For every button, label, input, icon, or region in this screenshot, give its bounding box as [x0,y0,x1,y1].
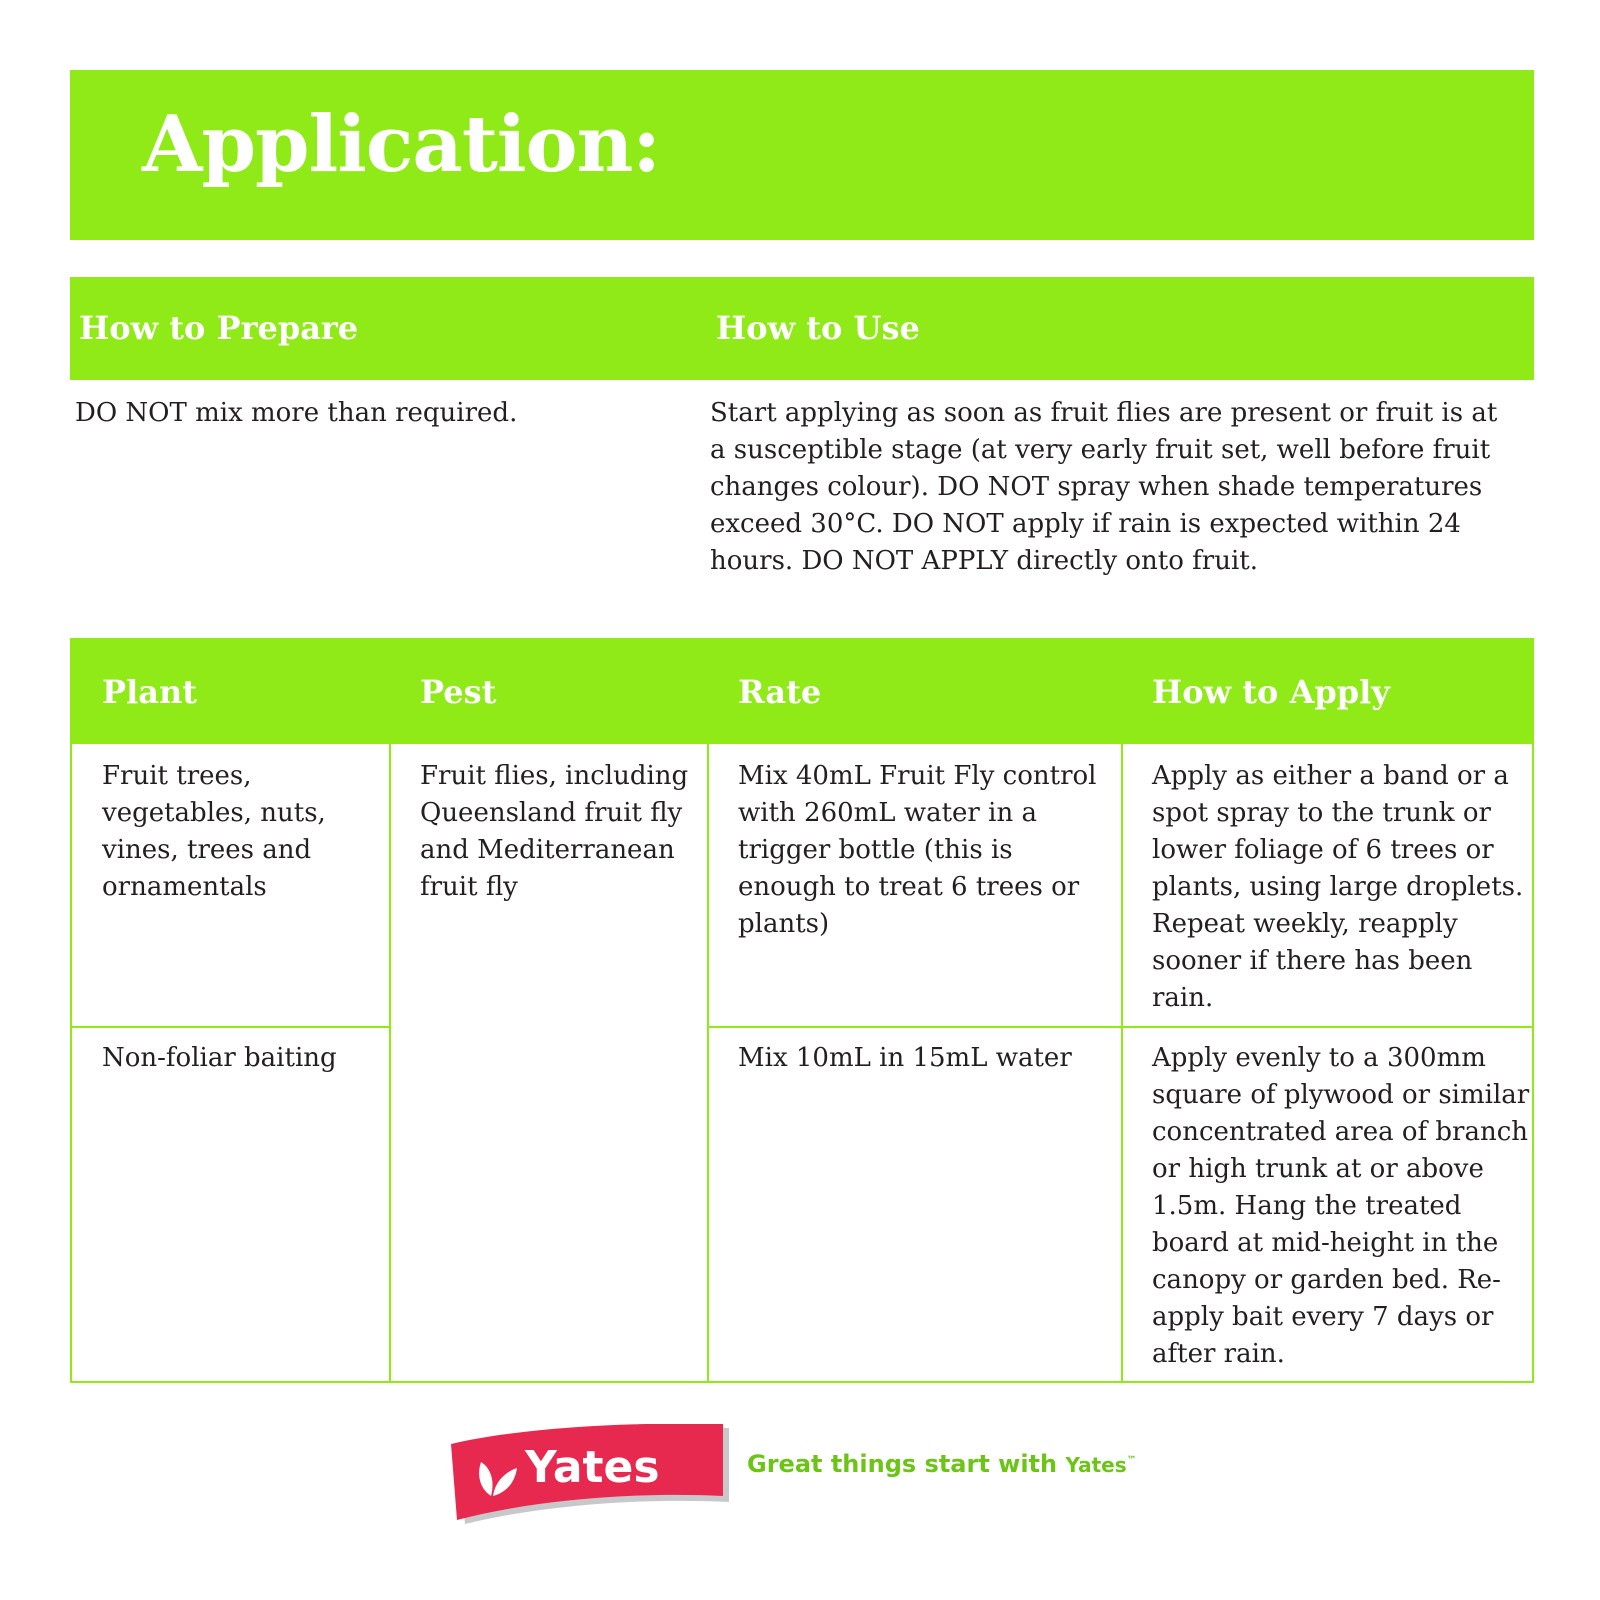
yates-logo [437,1424,733,1532]
row2-plant-cell: Non-foliar baiting [102,1043,337,1073]
tagline-brand: Yates [1065,1453,1127,1477]
yates-logo-text: Yates [525,1442,660,1493]
column-header-rate: Rate [738,673,822,711]
tagline-text: Great things start with [747,1450,1058,1478]
trademark-symbol: ™ [1126,1455,1137,1466]
row1-plant-cell: Fruit trees, vegetables, nuts, vines, trees and ornamentals [102,761,326,902]
tagline [747,1450,1137,1478]
how-to-use-text: Start applying as soon as fruit flies are present or fruit is at a susceptible stage (at very early fruit set, well before fruit changes colour). DO NOT spray when shade temperatures exceed 30°C. DO NOT apply if rain is expected within 24 hours. DO NOT APPLY directly onto fruit. [710,398,1498,576]
pest-cell: Fruit flies, including Queensland fruit fly and Mediterranean fruit fly [420,761,689,902]
column-header-how-to-apply: How to Apply [1152,673,1390,711]
how-to-prepare-heading: How to Prepare [79,309,359,347]
row-divider [72,1026,391,1028]
column-divider [707,744,709,1381]
yates-logo-icon [437,1424,733,1532]
row2-how-to-apply-cell: Apply evenly to a 300mm square of plywood or similar concentrated area of branch or high trunk at or above 1.5m. Hang the treated board at mid-height in the canopy or garden bed. Re-apply bait every 7 days or after rain. [1152,1043,1530,1369]
column-divider [389,744,391,1381]
application-banner [70,70,1534,240]
row1-how-to-apply-cell: Apply as either a band or a spot spray to the trunk or lower foliage of 6 trees or plants, using large droplets. Repeat weekly, reapply sooner if there has been rain. [1152,761,1524,1013]
column-header-pest: Pest [420,673,497,711]
prepare-use-header-bar [70,277,1534,380]
page-title: Application: [142,99,661,190]
row2-rate-cell: Mix 10mL in 15mL water [738,1043,1072,1073]
how-to-prepare-text: DO NOT mix more than required. [75,398,518,428]
row-divider [707,1026,1534,1028]
table-header-row [72,640,1532,744]
row1-rate-cell: Mix 40mL Fruit Fly control with 260mL water in a trigger bottle (this is enough to treat 6 trees or plants) [738,761,1097,939]
how-to-use-heading: How to Use [716,309,920,347]
column-header-plant: Plant [102,673,197,711]
application-rates-table [70,638,1534,1383]
column-divider [1121,744,1123,1381]
